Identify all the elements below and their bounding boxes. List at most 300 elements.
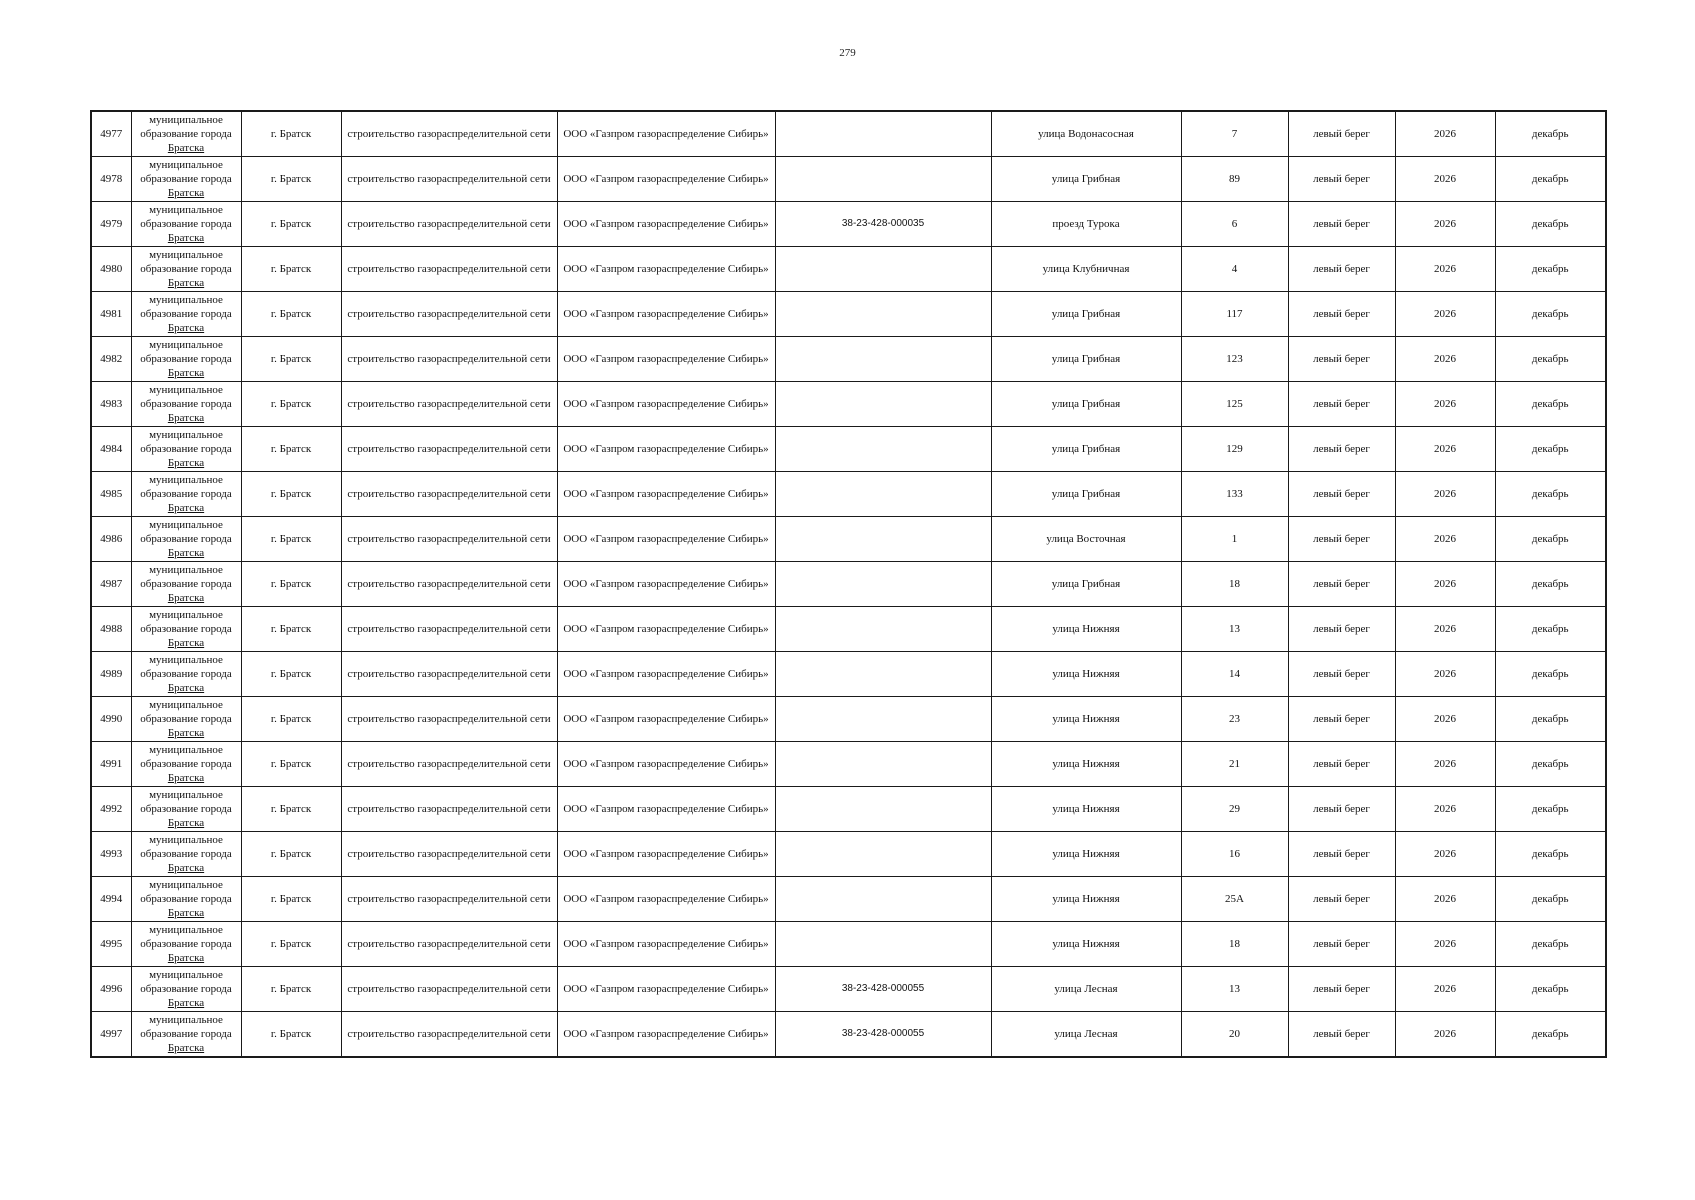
- cadastral-number-cell: [775, 157, 991, 202]
- municipality-line: Братска: [167, 412, 205, 424]
- river-bank-cell: левый берег: [1288, 111, 1395, 157]
- municipality-line: муниципальное: [149, 114, 223, 126]
- municipality-line: муниципальное: [149, 249, 223, 261]
- house-number-cell: 25А: [1181, 877, 1288, 922]
- house-number-cell: 123: [1181, 337, 1288, 382]
- cadastral-number-cell: [775, 517, 991, 562]
- house-number-cell: 21: [1181, 742, 1288, 787]
- municipality-line: образование города: [140, 218, 232, 230]
- cadastral-number-cell: [775, 607, 991, 652]
- row-number-cell: 4987: [91, 562, 131, 607]
- year-cell: 2026: [1395, 247, 1495, 292]
- month-cell: декабрь: [1495, 832, 1606, 877]
- municipality-cell: [131, 697, 241, 742]
- year-cell: 2026: [1395, 1012, 1495, 1058]
- city-cell: г. Братск: [241, 472, 341, 517]
- month-cell: декабрь: [1495, 1012, 1606, 1058]
- house-number-cell: 6: [1181, 202, 1288, 247]
- table-row: [91, 517, 1606, 562]
- street-cell: улица Нижняя: [991, 832, 1181, 877]
- year-cell: 2026: [1395, 607, 1495, 652]
- year-cell: 2026: [1395, 562, 1495, 607]
- year-cell: 2026: [1395, 157, 1495, 202]
- municipality-line: муниципальное: [149, 969, 223, 981]
- year-cell: 2026: [1395, 742, 1495, 787]
- month-cell: декабрь: [1495, 742, 1606, 787]
- cadastral-number-cell: [775, 247, 991, 292]
- municipality-line: муниципальное: [149, 609, 223, 621]
- month-cell: декабрь: [1495, 652, 1606, 697]
- cadastral-number-cell: [775, 922, 991, 967]
- river-bank-cell: левый берег: [1288, 697, 1395, 742]
- month-cell: декабрь: [1495, 427, 1606, 472]
- cadastral-number-cell: [775, 832, 991, 877]
- month-cell: декабрь: [1495, 202, 1606, 247]
- river-bank-cell: левый берег: [1288, 202, 1395, 247]
- organization-cell: ООО «Газпром газораспределение Сибирь»: [557, 472, 775, 517]
- municipality-line: муниципальное: [149, 654, 223, 666]
- municipality-cell: [131, 247, 241, 292]
- street-cell: улица Лесная: [991, 967, 1181, 1012]
- organization-cell: ООО «Газпром газораспределение Сибирь»: [557, 111, 775, 157]
- river-bank-cell: левый берег: [1288, 337, 1395, 382]
- river-bank-cell: левый берег: [1288, 517, 1395, 562]
- work-type-cell: строительство газораспределительной сети: [341, 922, 557, 967]
- street-cell: улица Грибная: [991, 157, 1181, 202]
- row-number-cell: 4989: [91, 652, 131, 697]
- cadastral-number-cell: [775, 111, 991, 157]
- organization-cell: ООО «Газпром газораспределение Сибирь»: [557, 832, 775, 877]
- work-type-cell: строительство газораспределительной сети: [341, 1012, 557, 1058]
- street-cell: улица Нижняя: [991, 787, 1181, 832]
- row-number-cell: 4978: [91, 157, 131, 202]
- year-cell: 2026: [1395, 787, 1495, 832]
- year-cell: 2026: [1395, 697, 1495, 742]
- river-bank-cell: левый берег: [1288, 922, 1395, 967]
- municipality-line: образование города: [140, 443, 232, 455]
- street-cell: улица Нижняя: [991, 607, 1181, 652]
- work-type-cell: строительство газораспределительной сети: [341, 202, 557, 247]
- work-type-cell: строительство газораспределительной сети: [341, 517, 557, 562]
- organization-cell: ООО «Газпром газораспределение Сибирь»: [557, 337, 775, 382]
- municipality-cell: [131, 922, 241, 967]
- city-cell: г. Братск: [241, 382, 341, 427]
- municipality-line: образование города: [140, 1028, 232, 1040]
- row-number-cell: 4981: [91, 292, 131, 337]
- row-number-cell: 4994: [91, 877, 131, 922]
- municipality-line: муниципальное: [149, 429, 223, 441]
- work-type-cell: строительство газораспределительной сети: [341, 697, 557, 742]
- municipality-cell: [131, 472, 241, 517]
- street-cell: улица Грибная: [991, 337, 1181, 382]
- house-number-cell: 13: [1181, 967, 1288, 1012]
- house-number-cell: 18: [1181, 562, 1288, 607]
- row-number-cell: 4997: [91, 1012, 131, 1058]
- municipality-cell: [131, 562, 241, 607]
- cadastral-number-cell: 38-23-428-000055: [775, 967, 991, 1012]
- work-type-cell: строительство газораспределительной сети: [341, 382, 557, 427]
- house-number-cell: 129: [1181, 427, 1288, 472]
- work-type-cell: строительство газораспределительной сети: [341, 337, 557, 382]
- municipality-line: Братска: [167, 232, 205, 244]
- municipality-line: образование города: [140, 803, 232, 815]
- city-cell: г. Братск: [241, 787, 341, 832]
- organization-cell: ООО «Газпром газораспределение Сибирь»: [557, 787, 775, 832]
- municipality-cell: [131, 832, 241, 877]
- city-cell: г. Братск: [241, 247, 341, 292]
- municipality-cell: [131, 967, 241, 1012]
- street-cell: улица Нижняя: [991, 652, 1181, 697]
- table-row: [91, 742, 1606, 787]
- year-cell: 2026: [1395, 427, 1495, 472]
- river-bank-cell: левый берег: [1288, 157, 1395, 202]
- city-cell: г. Братск: [241, 1012, 341, 1058]
- municipality-line: образование города: [140, 533, 232, 545]
- municipality-line: Братска: [167, 997, 205, 1009]
- city-cell: г. Братск: [241, 111, 341, 157]
- municipality-line: образование города: [140, 758, 232, 770]
- house-number-cell: 7: [1181, 111, 1288, 157]
- municipality-line: муниципальное: [149, 1014, 223, 1026]
- house-number-cell: 23: [1181, 697, 1288, 742]
- table-row: [91, 1012, 1606, 1058]
- organization-cell: ООО «Газпром газораспределение Сибирь»: [557, 652, 775, 697]
- river-bank-cell: левый берег: [1288, 832, 1395, 877]
- municipality-line: образование города: [140, 488, 232, 500]
- city-cell: г. Братск: [241, 607, 341, 652]
- municipality-line: образование города: [140, 713, 232, 725]
- work-type-cell: строительство газораспределительной сети: [341, 247, 557, 292]
- municipality-line: образование города: [140, 623, 232, 635]
- street-cell: улица Нижняя: [991, 922, 1181, 967]
- municipality-line: Братска: [167, 322, 205, 334]
- river-bank-cell: левый берег: [1288, 607, 1395, 652]
- year-cell: 2026: [1395, 472, 1495, 517]
- municipality-cell: [131, 111, 241, 157]
- work-type-cell: строительство газораспределительной сети: [341, 877, 557, 922]
- work-type-cell: строительство газораспределительной сети: [341, 472, 557, 517]
- table-row: [91, 382, 1606, 427]
- work-type-cell: строительство газораспределительной сети: [341, 742, 557, 787]
- row-number-cell: 4986: [91, 517, 131, 562]
- municipality-cell: [131, 202, 241, 247]
- year-cell: 2026: [1395, 517, 1495, 562]
- organization-cell: ООО «Газпром газораспределение Сибирь»: [557, 967, 775, 1012]
- organization-cell: ООО «Газпром газораспределение Сибирь»: [557, 697, 775, 742]
- municipality-cell: [131, 382, 241, 427]
- year-cell: 2026: [1395, 382, 1495, 427]
- river-bank-cell: левый берег: [1288, 742, 1395, 787]
- house-number-cell: 13: [1181, 607, 1288, 652]
- street-cell: улица Восточная: [991, 517, 1181, 562]
- municipality-line: образование города: [140, 938, 232, 950]
- row-number-cell: 4980: [91, 247, 131, 292]
- page-number: 279: [839, 47, 856, 59]
- street-cell: улица Клубничная: [991, 247, 1181, 292]
- row-number-cell: 4984: [91, 427, 131, 472]
- municipality-line: муниципальное: [149, 519, 223, 531]
- house-number-cell: 16: [1181, 832, 1288, 877]
- table-row: [91, 697, 1606, 742]
- house-number-cell: 125: [1181, 382, 1288, 427]
- organization-cell: ООО «Газпром газораспределение Сибирь»: [557, 607, 775, 652]
- month-cell: декабрь: [1495, 247, 1606, 292]
- street-cell: улица Грибная: [991, 382, 1181, 427]
- work-type-cell: строительство газораспределительной сети: [341, 427, 557, 472]
- table-row: [91, 202, 1606, 247]
- river-bank-cell: левый берег: [1288, 427, 1395, 472]
- house-number-cell: 89: [1181, 157, 1288, 202]
- cadastral-number-cell: [775, 292, 991, 337]
- municipality-cell: [131, 877, 241, 922]
- house-number-cell: 18: [1181, 922, 1288, 967]
- month-cell: декабрь: [1495, 877, 1606, 922]
- river-bank-cell: левый берег: [1288, 382, 1395, 427]
- organization-cell: ООО «Газпром газораспределение Сибирь»: [557, 247, 775, 292]
- municipality-line: Братска: [167, 457, 205, 469]
- street-cell: улица Водонасосная: [991, 111, 1181, 157]
- organization-cell: ООО «Газпром газораспределение Сибирь»: [557, 877, 775, 922]
- municipality-line: муниципальное: [149, 564, 223, 576]
- municipality-cell: [131, 607, 241, 652]
- organization-cell: ООО «Газпром газораспределение Сибирь»: [557, 742, 775, 787]
- municipality-line: образование города: [140, 353, 232, 365]
- organization-cell: ООО «Газпром газораспределение Сибирь»: [557, 1012, 775, 1058]
- municipality-cell: [131, 337, 241, 382]
- year-cell: 2026: [1395, 111, 1495, 157]
- cadastral-number-cell: [775, 382, 991, 427]
- street-cell: улица Лесная: [991, 1012, 1181, 1058]
- table-row: [91, 652, 1606, 697]
- cadastral-number-cell: [775, 697, 991, 742]
- municipality-cell: [131, 652, 241, 697]
- year-cell: 2026: [1395, 652, 1495, 697]
- year-cell: 2026: [1395, 202, 1495, 247]
- street-cell: улица Грибная: [991, 472, 1181, 517]
- organization-cell: ООО «Газпром газораспределение Сибирь»: [557, 517, 775, 562]
- city-cell: г. Братск: [241, 427, 341, 472]
- municipality-line: образование города: [140, 983, 232, 995]
- municipality-line: Братска: [167, 952, 205, 964]
- municipality-line: муниципальное: [149, 339, 223, 351]
- year-cell: 2026: [1395, 922, 1495, 967]
- municipality-line: Братска: [167, 682, 205, 694]
- table-row: [91, 607, 1606, 652]
- house-number-cell: 133: [1181, 472, 1288, 517]
- municipality-line: образование города: [140, 848, 232, 860]
- city-cell: г. Братск: [241, 742, 341, 787]
- work-type-cell: строительство газораспределительной сети: [341, 292, 557, 337]
- municipality-cell: [131, 787, 241, 832]
- municipality-line: Братска: [167, 907, 205, 919]
- municipality-line: образование города: [140, 128, 232, 140]
- month-cell: декабрь: [1495, 967, 1606, 1012]
- organization-cell: ООО «Газпром газораспределение Сибирь»: [557, 922, 775, 967]
- table-row: [91, 111, 1606, 157]
- month-cell: декабрь: [1495, 292, 1606, 337]
- municipality-line: муниципальное: [149, 384, 223, 396]
- municipality-line: Братска: [167, 727, 205, 739]
- city-cell: г. Братск: [241, 652, 341, 697]
- city-cell: г. Братск: [241, 697, 341, 742]
- cadastral-number-cell: [775, 787, 991, 832]
- year-cell: 2026: [1395, 292, 1495, 337]
- table-row: [91, 832, 1606, 877]
- municipality-line: Братска: [167, 862, 205, 874]
- month-cell: декабрь: [1495, 382, 1606, 427]
- street-cell: улица Нижняя: [991, 742, 1181, 787]
- municipality-line: образование города: [140, 668, 232, 680]
- organization-cell: ООО «Газпром газораспределение Сибирь»: [557, 157, 775, 202]
- month-cell: декабрь: [1495, 697, 1606, 742]
- row-number-cell: 4988: [91, 607, 131, 652]
- municipality-cell: [131, 292, 241, 337]
- month-cell: декабрь: [1495, 922, 1606, 967]
- municipality-line: образование города: [140, 398, 232, 410]
- municipality-line: образование города: [140, 263, 232, 275]
- organization-cell: ООО «Газпром газораспределение Сибирь»: [557, 562, 775, 607]
- year-cell: 2026: [1395, 877, 1495, 922]
- table-row: [91, 787, 1606, 832]
- city-cell: г. Братск: [241, 202, 341, 247]
- municipality-line: муниципальное: [149, 699, 223, 711]
- house-number-cell: 4: [1181, 247, 1288, 292]
- year-cell: 2026: [1395, 967, 1495, 1012]
- municipality-line: муниципальное: [149, 159, 223, 171]
- municipality-line: Братска: [167, 592, 205, 604]
- year-cell: 2026: [1395, 337, 1495, 382]
- row-number-cell: 4979: [91, 202, 131, 247]
- row-number-cell: 4995: [91, 922, 131, 967]
- table-row: [91, 562, 1606, 607]
- cadastral-number-cell: [775, 472, 991, 517]
- year-cell: 2026: [1395, 832, 1495, 877]
- organization-cell: ООО «Газпром газораспределение Сибирь»: [557, 202, 775, 247]
- city-cell: г. Братск: [241, 562, 341, 607]
- municipality-line: муниципальное: [149, 474, 223, 486]
- cadastral-number-cell: [775, 562, 991, 607]
- organization-cell: ООО «Газпром газораспределение Сибирь»: [557, 382, 775, 427]
- municipality-line: Братска: [167, 637, 205, 649]
- river-bank-cell: левый берег: [1288, 292, 1395, 337]
- row-number-cell: 4996: [91, 967, 131, 1012]
- municipality-line: Братска: [167, 367, 205, 379]
- row-number-cell: 4993: [91, 832, 131, 877]
- municipality-line: Братска: [167, 817, 205, 829]
- row-number-cell: 4992: [91, 787, 131, 832]
- month-cell: декабрь: [1495, 472, 1606, 517]
- street-cell: улица Грибная: [991, 292, 1181, 337]
- row-number-cell: 4990: [91, 697, 131, 742]
- municipality-line: Братска: [167, 772, 205, 784]
- municipality-cell: [131, 157, 241, 202]
- table-row: [91, 247, 1606, 292]
- street-cell: улица Грибная: [991, 562, 1181, 607]
- organization-cell: ООО «Газпром газораспределение Сибирь»: [557, 292, 775, 337]
- municipality-line: муниципальное: [149, 294, 223, 306]
- month-cell: декабрь: [1495, 607, 1606, 652]
- street-cell: улица Нижняя: [991, 697, 1181, 742]
- table-row: [91, 877, 1606, 922]
- table-row: [91, 472, 1606, 517]
- month-cell: декабрь: [1495, 517, 1606, 562]
- river-bank-cell: левый берег: [1288, 472, 1395, 517]
- month-cell: декабрь: [1495, 337, 1606, 382]
- municipality-cell: [131, 517, 241, 562]
- municipality-line: Братска: [167, 1042, 205, 1054]
- city-cell: г. Братск: [241, 337, 341, 382]
- registry-body: [91, 111, 1606, 1057]
- municipality-line: Братска: [167, 187, 205, 199]
- house-number-cell: 29: [1181, 787, 1288, 832]
- street-cell: улица Грибная: [991, 427, 1181, 472]
- city-cell: г. Братск: [241, 967, 341, 1012]
- row-number-cell: 4985: [91, 472, 131, 517]
- work-type-cell: строительство газораспределительной сети: [341, 157, 557, 202]
- work-type-cell: строительство газораспределительной сети: [341, 832, 557, 877]
- table-row: [91, 427, 1606, 472]
- street-cell: проезд Турока: [991, 202, 1181, 247]
- municipality-line: муниципальное: [149, 204, 223, 216]
- month-cell: декабрь: [1495, 562, 1606, 607]
- organization-cell: ООО «Газпром газораспределение Сибирь»: [557, 427, 775, 472]
- cadastral-number-cell: 38-23-428-000035: [775, 202, 991, 247]
- municipality-line: муниципальное: [149, 834, 223, 846]
- municipality-line: образование города: [140, 173, 232, 185]
- row-number-cell: 4982: [91, 337, 131, 382]
- municipality-line: образование города: [140, 893, 232, 905]
- table-row: [91, 922, 1606, 967]
- table-row: [91, 292, 1606, 337]
- house-number-cell: 1: [1181, 517, 1288, 562]
- gasification-registry-table: [90, 110, 1607, 1058]
- row-number-cell: 4977: [91, 111, 131, 157]
- river-bank-cell: левый берег: [1288, 877, 1395, 922]
- municipality-line: образование города: [140, 308, 232, 320]
- municipality-line: муниципальное: [149, 789, 223, 801]
- month-cell: декабрь: [1495, 787, 1606, 832]
- city-cell: г. Братск: [241, 832, 341, 877]
- municipality-line: образование города: [140, 578, 232, 590]
- cadastral-number-cell: [775, 652, 991, 697]
- river-bank-cell: левый берег: [1288, 787, 1395, 832]
- municipality-line: Братска: [167, 547, 205, 559]
- municipality-cell: [131, 427, 241, 472]
- house-number-cell: 14: [1181, 652, 1288, 697]
- river-bank-cell: левый берег: [1288, 1012, 1395, 1058]
- city-cell: г. Братск: [241, 157, 341, 202]
- cadastral-number-cell: [775, 337, 991, 382]
- city-cell: г. Братск: [241, 877, 341, 922]
- river-bank-cell: левый берег: [1288, 967, 1395, 1012]
- cadastral-number-cell: [775, 742, 991, 787]
- city-cell: г. Братск: [241, 292, 341, 337]
- municipality-line: Братска: [167, 277, 205, 289]
- municipality-line: Братска: [167, 502, 205, 514]
- river-bank-cell: левый берег: [1288, 562, 1395, 607]
- row-number-cell: 4991: [91, 742, 131, 787]
- house-number-cell: 20: [1181, 1012, 1288, 1058]
- table-row: [91, 967, 1606, 1012]
- city-cell: г. Братск: [241, 922, 341, 967]
- municipality-line: муниципальное: [149, 879, 223, 891]
- work-type-cell: строительство газораспределительной сети: [341, 787, 557, 832]
- river-bank-cell: левый берег: [1288, 247, 1395, 292]
- work-type-cell: строительство газораспределительной сети: [341, 111, 557, 157]
- work-type-cell: строительство газораспределительной сети: [341, 652, 557, 697]
- city-cell: г. Братск: [241, 517, 341, 562]
- work-type-cell: строительство газораспределительной сети: [341, 607, 557, 652]
